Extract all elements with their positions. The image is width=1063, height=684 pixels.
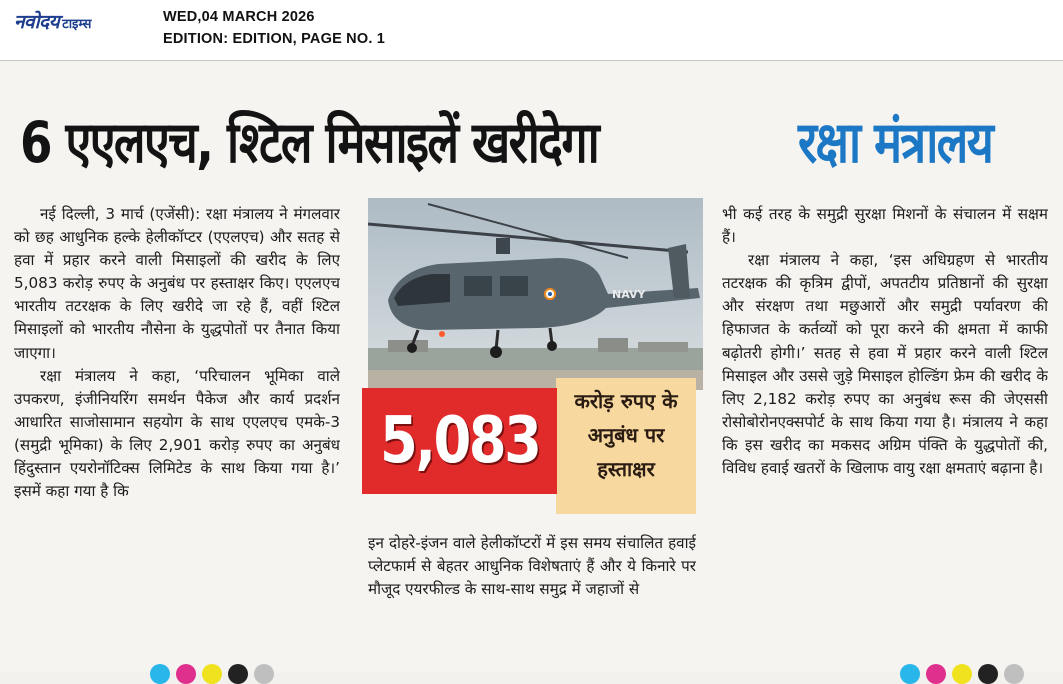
issue-date: WED,04 MARCH 2026	[163, 9, 315, 25]
headline-main: 6 एएलएच, श्टिल मिसाइलें खरीदेगा	[20, 110, 599, 176]
article-column-left	[14, 203, 340, 643]
registry-mark	[150, 664, 170, 684]
article-column-middle	[368, 532, 696, 642]
article-paragraph: रक्षा मंत्रालय ने कहा, ‘इस अधिग्रहण से भारतीय तटरक्षक की कृत्रिम द्वीपों, अपतटीय प्रतिष्ठानों की सुरक्षा और संरक्षण तथा मछुआरों और समुद्री पर्यावरण की हिफाजत के कर्तव्यों को पूरा करने की क्षमता में काफी बढ़ोतरी होगी।’ सतह से हवा में प्रहार करने वाली श्टिल मिसाइल और उससे जुड़े मिसाइल होल्डिंग फ्रेम की खरीद के लिए 2,182 करोड़ रुपए का अनुबंध रूस की जेएससी रोसोबोरोनएक्सपोर्ट के साथ किया गया है। मंत्रालय ने कहा कि इस खरीद का मकसद अग्रिम पंक्ति के युद्धपोतों की, विविध हवाई खतरों के खिलाफ वायु रक्षा क्षमताएं बढ़ाना है।	[722, 251, 1048, 478]
stat-number: 5,083	[379, 404, 540, 478]
registry-mark	[202, 664, 222, 684]
article-paragraph: रक्षा मंत्रालय ने कहा, ‘परिचालन भूमिका वाले उपकरण, इंजीनियरिंग समर्थन पैकेज और कार्य प्रदर्शन आधारित साजोसामान सहयोग के साथ एएलएच एमके-3 (समुद्री भूमिका) के लिए 2,901 करोड़ रुपए का अनुबंध हिंदुस्तान एयरोनॉटिक्स लिमिटेड के साथ किया गया है।’ इसमें कहा गया है कि	[14, 366, 340, 501]
registry-mark	[926, 664, 946, 684]
stat-caption-box	[556, 378, 696, 514]
print-registry-marks-left	[150, 664, 274, 672]
photo-tail-text: NAVY	[612, 288, 646, 301]
registry-mark	[176, 664, 196, 684]
stat-caption: करोड़ रुपए के अनुबंध पर हस्ताक्षर	[574, 389, 678, 481]
stat-highlight-box	[362, 388, 557, 494]
logo-main-text: नवोदय	[14, 11, 60, 33]
registry-mark	[1004, 664, 1024, 684]
article-column-right	[722, 203, 1048, 643]
registry-mark	[952, 664, 972, 684]
helicopter-illustration	[368, 198, 703, 390]
registry-mark	[228, 664, 248, 684]
article-paragraph: इन दोहरे-इंजन वाले हेलीकॉप्टरों में इस समय संचालित हवाई प्लेटफार्म से बेहतर आधुनिक विशेषताएं हैं और ये किनारे पर मौजूद एयरफील्ड के साथ-साथ समुद्र में जहाजों से	[368, 534, 696, 599]
print-registry-marks-right	[900, 664, 1024, 672]
registry-mark	[254, 664, 274, 684]
edition-info: EDITION: EDITION, PAGE NO. 1	[163, 31, 386, 47]
article-paragraph: नई दिल्ली, 3 मार्च (एजेंसी): रक्षा मंत्रालय ने मंगलवार को छह आधुनिक हल्के हेलीकॉप्टर (एएलएच) और सतह से हवा में प्रहार करने वाली मिसाइलों की खरीद के लिए 5,083 करोड़ रुपए के अनुबंध पर हस्ताक्षर किए। एएलएच भारतीय तटरक्षक के लिए खरीदे जा रहे हैं, वहीं श्टिल मिसाइलों को भारतीय नौसेना के युद्धपोतों पर तैनात किया जाएगा।	[14, 205, 340, 362]
helicopter-photo	[368, 198, 703, 390]
registry-mark	[900, 664, 920, 684]
article-headline	[20, 86, 1050, 194]
newspaper-logo[interactable]	[14, 8, 91, 38]
headline-highlight: रक्षा मंत्रालय	[798, 110, 993, 176]
article-paragraph: भी कई तरह के समुद्री सुरक्षा मिशनों के संचालन में सक्षम हैं।	[722, 205, 1048, 247]
logo-sub-text: टाइम्स	[62, 17, 92, 32]
epaper-header	[0, 0, 1063, 61]
registry-mark	[978, 664, 998, 684]
